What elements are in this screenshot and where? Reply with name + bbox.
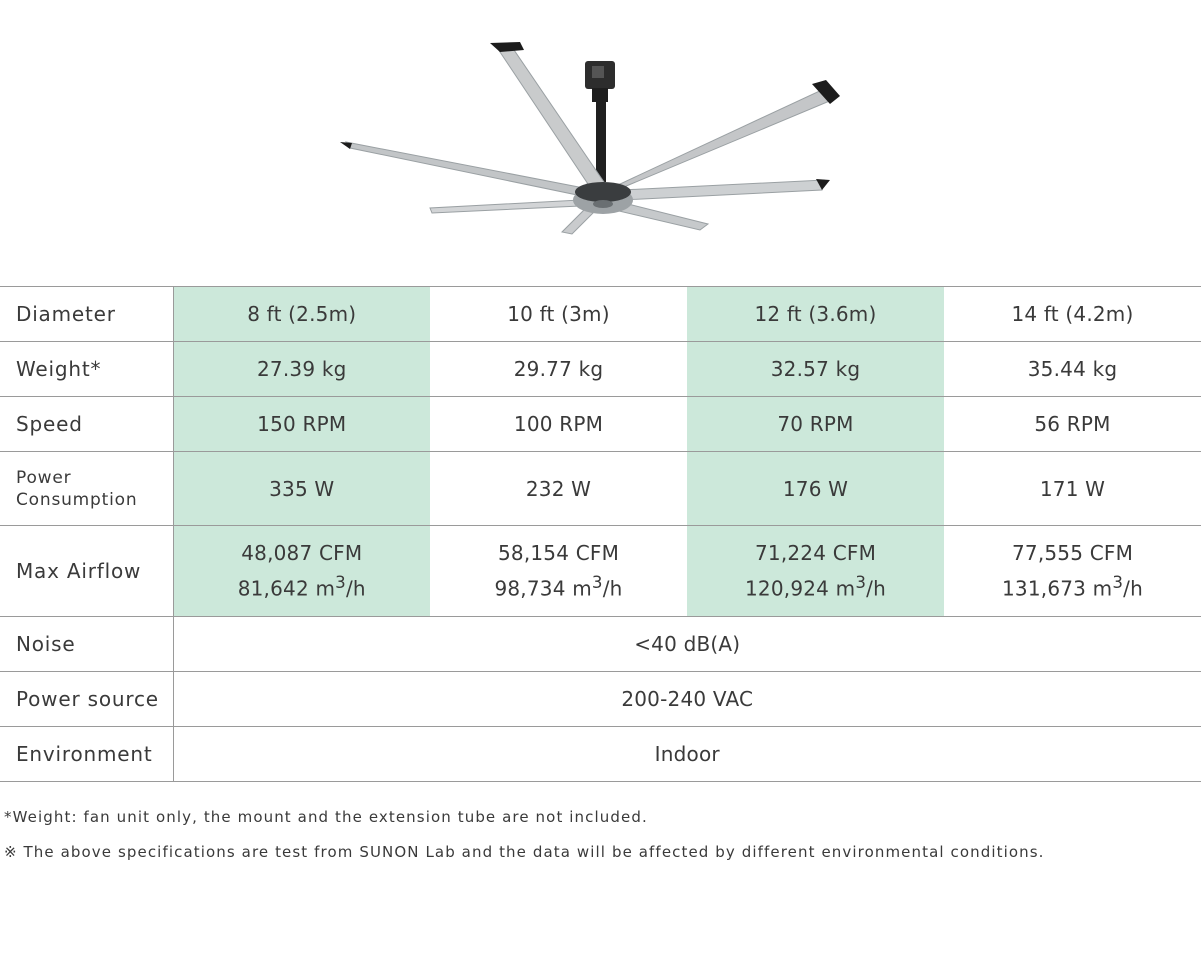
spec-cell-merged: Indoor (173, 727, 1201, 782)
spec-cell: 232 W (430, 452, 687, 526)
unit-sup: 3 (855, 573, 867, 593)
spec-cell: 12 ft (3.6m) (687, 287, 944, 342)
unit-suffix: /h (602, 576, 623, 601)
row-label-line: Power (16, 467, 72, 488)
airflow-m3h (944, 568, 1201, 604)
spec-cell (430, 526, 687, 617)
specification-table (0, 286, 1201, 782)
spec-cell: 150 RPM (173, 397, 430, 452)
unit-sup: 3 (335, 573, 346, 593)
airflow-m3h-value: 81,642 (237, 576, 309, 601)
airflow-cfm: 77,555 CFM (1011, 541, 1134, 566)
spec-row-speed (0, 397, 1201, 452)
spec-row-diameter (0, 287, 1201, 342)
unit-suffix: /h (345, 576, 366, 601)
airflow-m3h-value: 131,673 (1002, 576, 1087, 601)
spec-cell: 35.44 kg (944, 342, 1201, 397)
spec-row-power-source (0, 672, 1201, 727)
fan-hub-icon (573, 182, 633, 214)
row-label: Power source (0, 672, 173, 727)
airflow-cfm: 58,154 CFM (497, 541, 620, 566)
spec-cell: 100 RPM (430, 397, 687, 452)
unit-m: m (835, 576, 856, 601)
airflow-cfm: 71,224 CFM (754, 541, 877, 566)
spec-cell: 70 RPM (687, 397, 944, 452)
spec-row-environment (0, 727, 1201, 782)
spec-row-power-consumption (0, 452, 1201, 526)
row-label (0, 452, 173, 526)
footnote-specifications: ※ The above specifications are test from SUNON Lab and the data will be affected by different environmental conditions. (4, 843, 1045, 861)
row-label: Weight* (0, 342, 173, 397)
row-label: Max Airflow (0, 526, 173, 617)
row-label-line: Consumption (16, 489, 138, 510)
unit-suffix: /h (1123, 576, 1143, 601)
unit-m: m (315, 576, 336, 601)
spec-row-weight (0, 342, 1201, 397)
airflow-cfm: 48,087 CFM (241, 541, 363, 566)
airflow-m3h (174, 568, 431, 604)
spec-cell: 171 W (944, 452, 1201, 526)
spec-cell (173, 526, 430, 617)
ceiling-fan-product-image (0, 0, 1201, 270)
spec-cell: 27.39 kg (173, 342, 430, 397)
unit-m: m (1092, 576, 1113, 601)
spec-cell: 10 ft (3m) (430, 287, 687, 342)
spec-row-max-airflow (0, 526, 1201, 617)
spec-cell-merged: 200-240 VAC (173, 672, 1201, 727)
spec-cell (687, 526, 944, 617)
unit-suffix: /h (866, 576, 886, 601)
spec-cell: 56 RPM (944, 397, 1201, 452)
spec-cell: 8 ft (2.5m) (173, 287, 430, 342)
airflow-m3h (687, 568, 944, 604)
airflow-m3h (430, 568, 687, 604)
spec-cell (944, 526, 1201, 617)
spec-cell: 14 ft (4.2m) (944, 287, 1201, 342)
spec-cell: 176 W (687, 452, 944, 526)
row-label: Diameter (0, 287, 173, 342)
airflow-m3h-value: 98,734 (494, 576, 566, 601)
spec-cell: 32.57 kg (687, 342, 944, 397)
unit-m: m (572, 576, 592, 601)
row-label: Noise (0, 617, 173, 672)
row-label: Speed (0, 397, 173, 452)
footnote-weight: *Weight: fan unit only, the mount and the extension tube are not included. (4, 808, 648, 826)
spec-cell: 29.77 kg (430, 342, 687, 397)
unit-sup: 3 (1112, 573, 1124, 593)
spec-cell-merged: <40 dB(A) (173, 617, 1201, 672)
spec-row-noise (0, 617, 1201, 672)
row-label: Environment (0, 727, 173, 782)
airflow-m3h-value: 120,924 (745, 576, 830, 601)
unit-sup: 3 (591, 573, 603, 593)
spec-cell: 335 W (173, 452, 430, 526)
